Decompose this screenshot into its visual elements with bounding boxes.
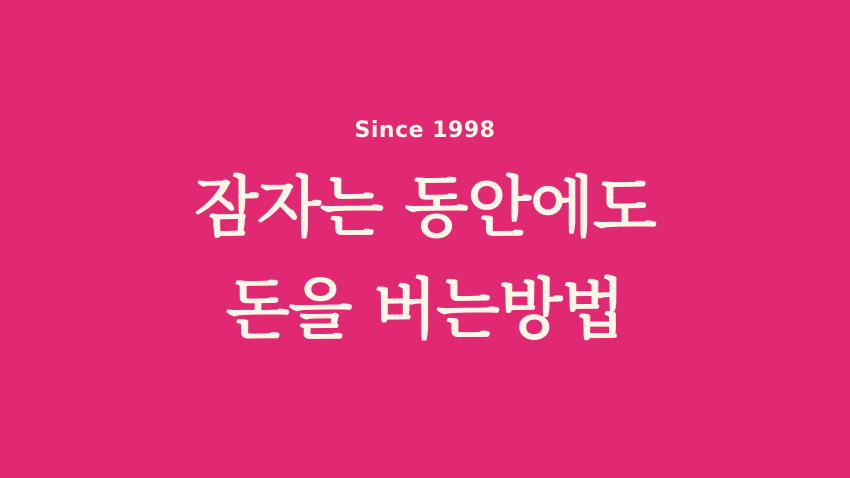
since-subtitle: Since 1998 [354, 118, 496, 143]
headline-line-1: 잠자는 동안에도 [194, 169, 656, 246]
headline-line-2: 돈을 버는방법 [225, 271, 625, 348]
